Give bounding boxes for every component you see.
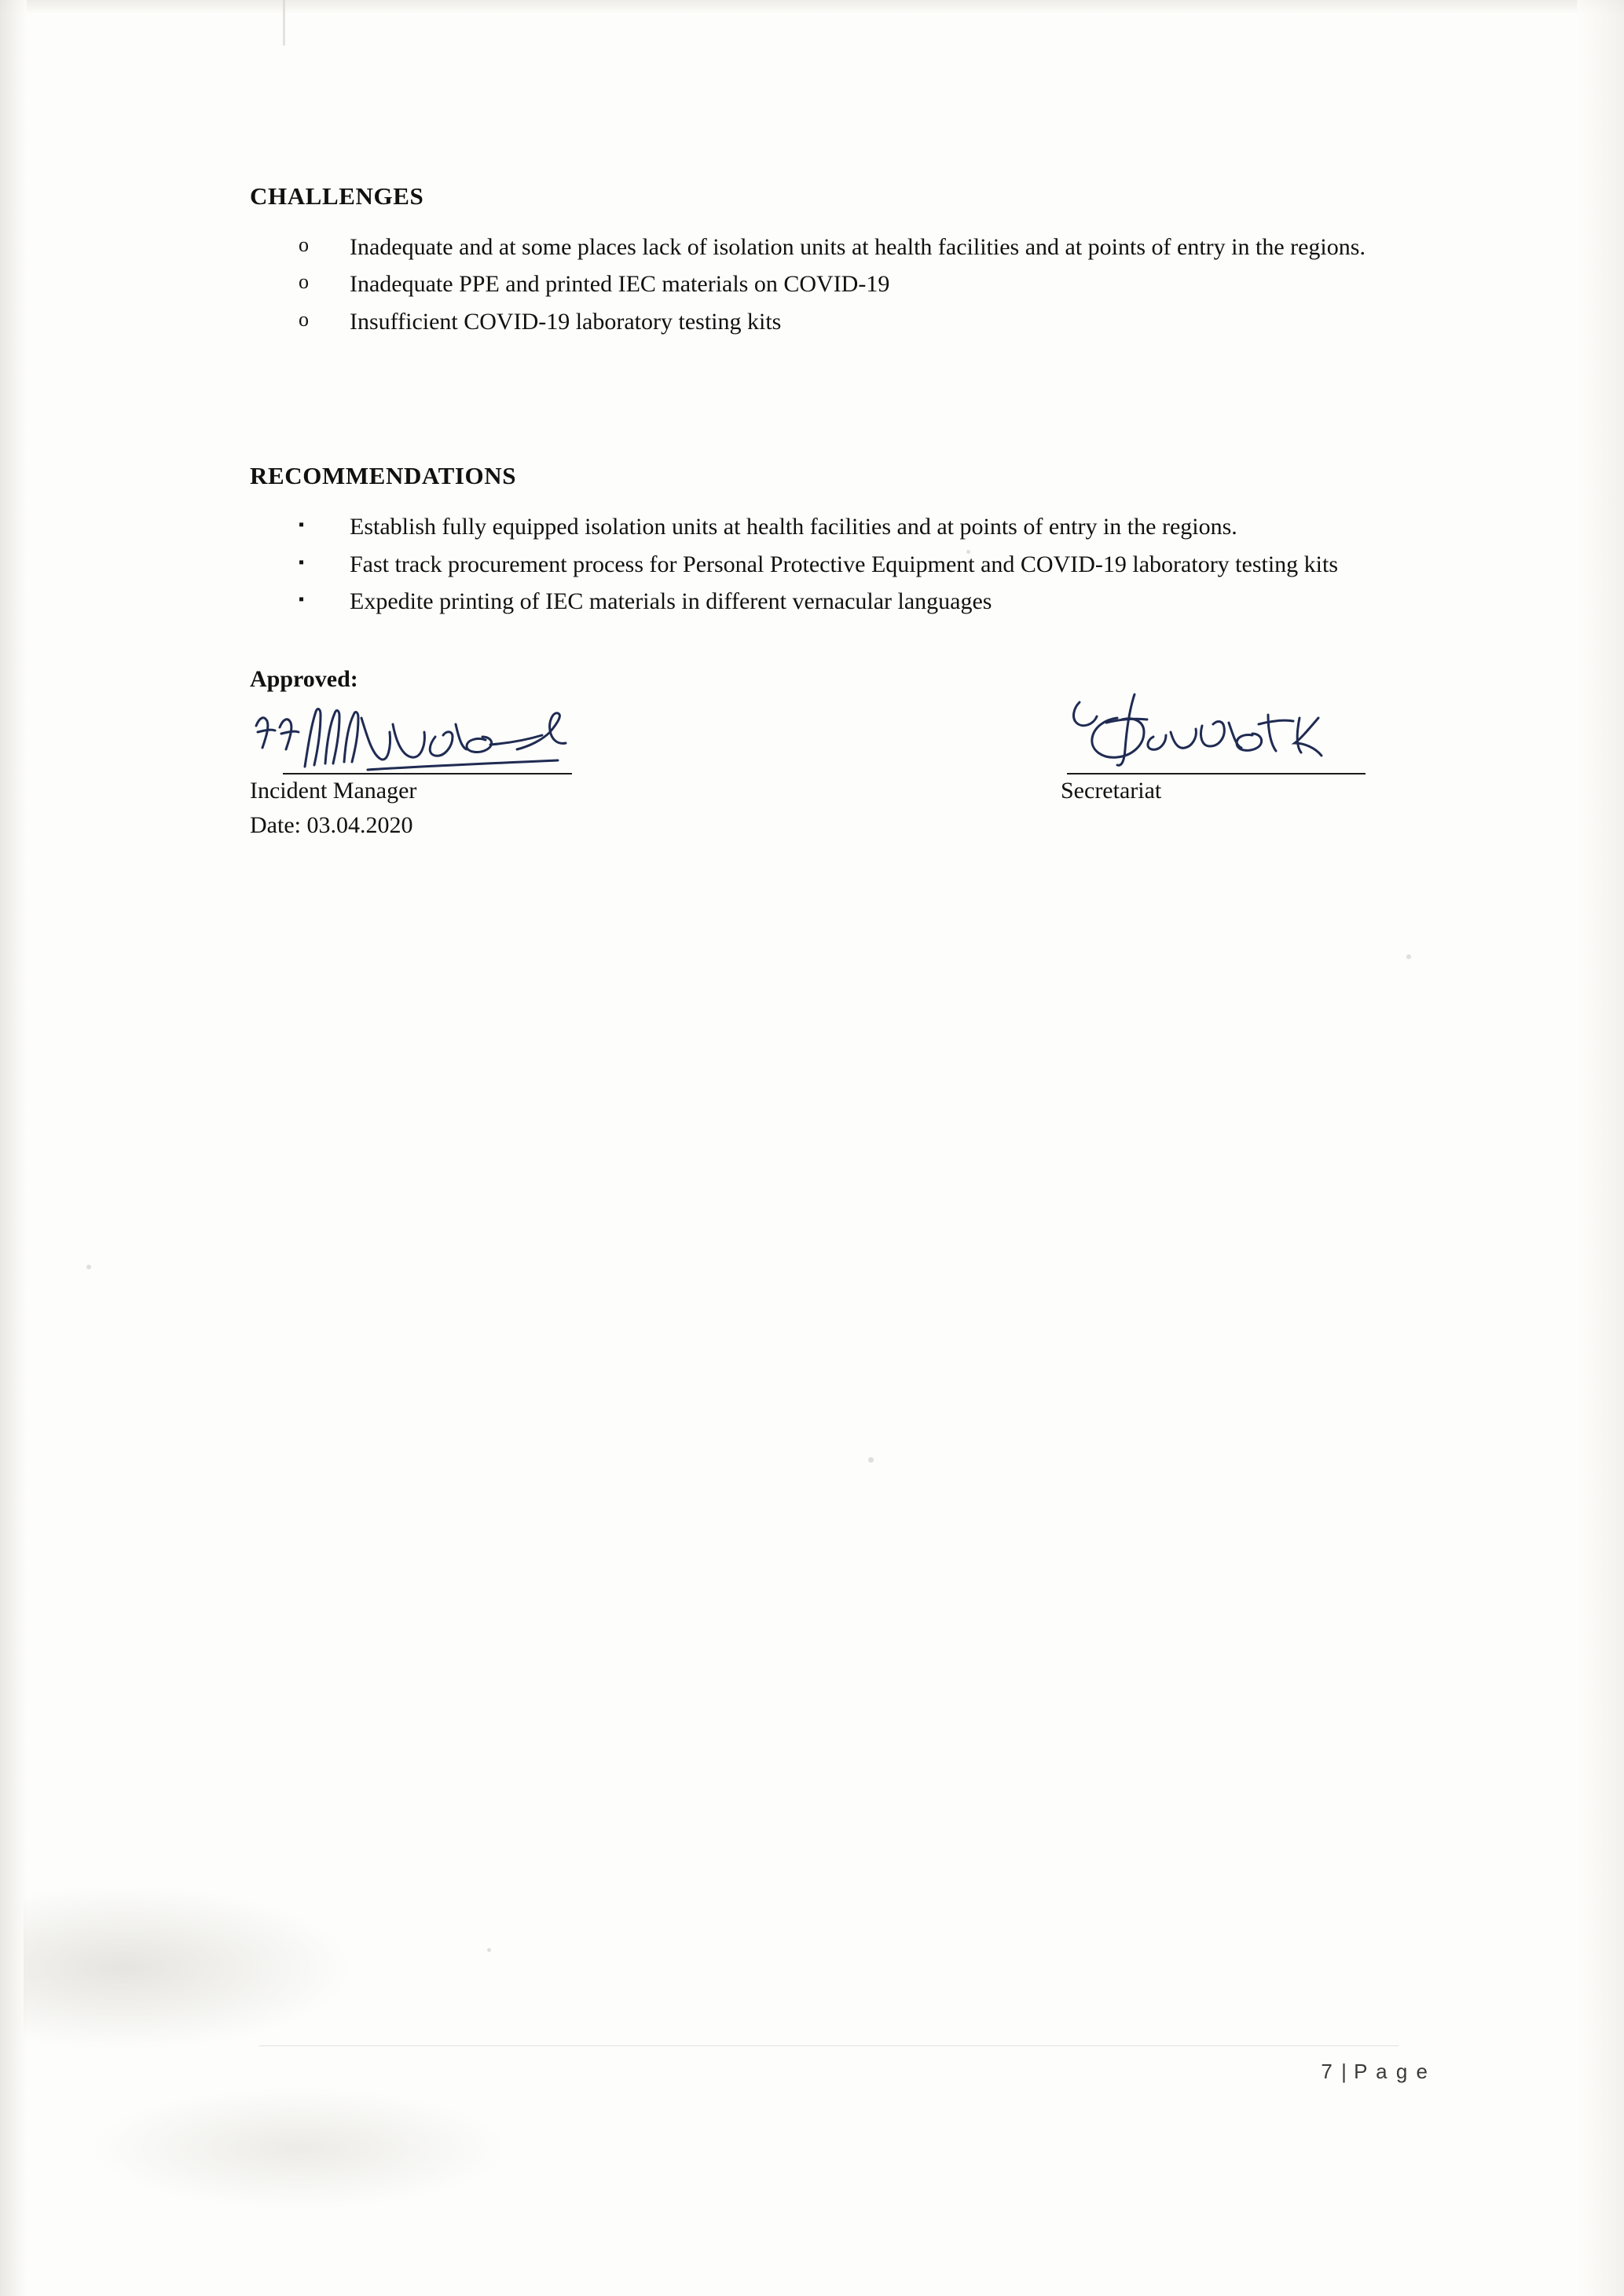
bullet-marker-circle: o [299, 270, 309, 294]
scan-edge-top [0, 0, 1624, 14]
handwritten-signature-incident-manager [250, 691, 737, 778]
list-item-text: Expedite printing of IEC materials in different vernacular languages [350, 588, 992, 614]
section-heading-recommendations: RECOMMENDATIONS [250, 462, 517, 490]
bullet-marker-circle: o [299, 307, 309, 331]
footer-divider [259, 2045, 1399, 2046]
document-body [250, 182, 1413, 845]
bullet-marker-square: ▪ [299, 590, 305, 608]
recommendations-list [250, 511, 1413, 617]
role-label-secretariat: Secretariat [1061, 778, 1162, 804]
signature-line [1067, 773, 1366, 774]
signature-line [283, 773, 572, 774]
handwritten-signature-secretariat [1059, 691, 1436, 785]
bullet-marker-square: ▪ [299, 553, 305, 571]
list-item-text: Fast track procurement process for Personal Protective Equipment and COVID-19 laboratory testing kits [350, 551, 1339, 577]
list-item [250, 306, 1413, 338]
approval-spacer [250, 622, 1413, 666]
scan-smudge [24, 1885, 354, 2050]
list-item-text: Insufficient COVID-19 laboratory testing kits [350, 308, 782, 335]
scan-edge-right [1577, 0, 1624, 2296]
footer-page-word: P a g e [1354, 2060, 1429, 2083]
approval-date: Date: 03.04.2020 [250, 812, 413, 839]
scan-fold-mark [283, 0, 285, 46]
list-item [250, 585, 1413, 617]
role-label-incident-manager: Incident Manager [250, 778, 417, 804]
list-item-text: Inadequate and at some places lack of isolation units at health facilities and at points of entry in the regions. [350, 234, 1366, 260]
footer-page-number: 7 [1321, 2060, 1334, 2083]
list-item [250, 511, 1413, 543]
approved-label: Approved: [250, 666, 358, 693]
bullet-marker-square: ▪ [299, 516, 305, 534]
list-item [250, 548, 1413, 580]
challenges-list [250, 231, 1413, 338]
footer-separator: | [1341, 2060, 1347, 2083]
scan-edge-left [0, 0, 27, 2296]
list-item [250, 268, 1413, 300]
signature-row [250, 696, 1413, 845]
list-item [250, 231, 1413, 263]
bullet-marker-circle: o [299, 233, 309, 256]
scan-smudge [94, 2089, 503, 2207]
section-heading-challenges: CHALLENGES [250, 182, 424, 210]
section-spacer [250, 342, 1413, 462]
list-item-text: Inadequate PPE and printed IEC materials on COVID-19 [350, 271, 890, 298]
page-footer [1321, 2060, 1429, 2084]
list-item-text: Establish fully equipped isolation units at health facilities and at points of entry in the regions. [350, 514, 1237, 540]
